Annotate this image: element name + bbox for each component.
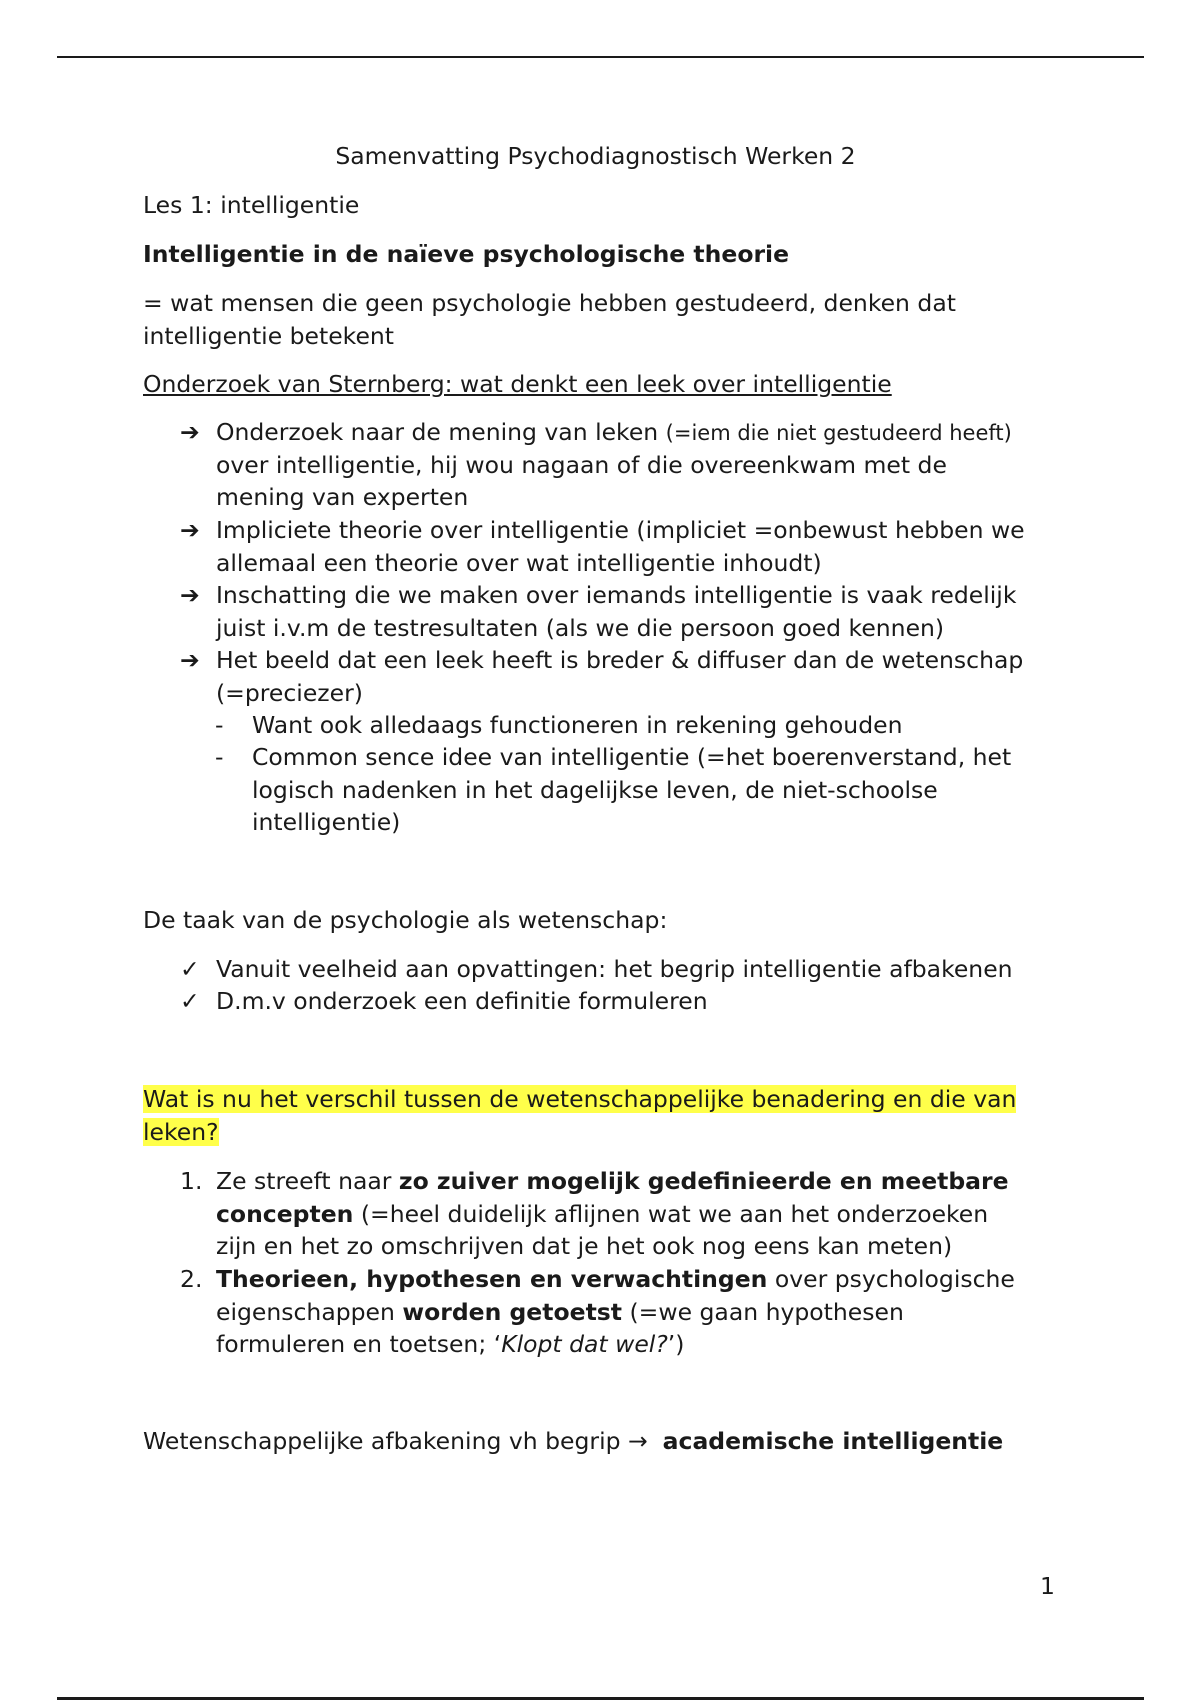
definition-line-2: intelligentie betekent [143,322,395,350]
bullet-1-line-3: mening van experten [216,483,469,511]
task-item-1: Vanuit veelheid aan opvattingen: het begrip intelligentie afbakenen [216,955,1013,983]
numbered-2-line-1: Theorieen, hypothesen en verwachtingen over psychologische [216,1265,1015,1293]
bullet-3-line-1: Inschatting die we maken over iemands intelligentie is vaak redelijk [216,581,1017,609]
bullet-4-line-2: (=preciezer) [216,679,363,707]
list-number: 1. [180,1167,203,1195]
page-number: 1 [1040,1572,1055,1600]
bullet-1-aside: (=iem die niet gestudeerd heeft) [665,421,1012,445]
highlight: leken? [143,1118,219,1146]
bullet-2-line-1: Impliciete theorie over intelligentie (impliciet =onbewust hebben we [216,516,1025,544]
list-number: 2. [180,1265,203,1293]
checkmark-icon: ✓ [180,987,200,1015]
task-intro: De taak van de psychologie als wetenschap: [143,906,668,934]
conclusion-line: Wetenschappelijke afbakening vh begrip → academische intelligentie [143,1427,1004,1455]
task-item-2: D.m.v onderzoek een definitie formuleren [216,987,708,1015]
section-heading: Intelligentie in de naïeve psychologische theorie [143,240,790,268]
dash-bullet-icon: - [215,711,224,739]
bullet-4-line-1: Het beeld dat een leek heeft is breder & diffuser dan de wetenschap [216,646,1024,674]
bullet-1-line-1: Onderzoek naar de mening van leken (=iem die niet gestudeerd heeft) [216,418,1012,446]
right-arrow-icon: → [628,1427,648,1455]
document-title: Samenvatting Psychodiagnostisch Werken 2 [335,142,856,170]
sternberg-heading: Onderzoek van Sternberg: wat denkt een leek over intelligentie [143,370,892,398]
header-rule [57,56,1144,58]
subbullet-1-line-1: Want ook alledaags functioneren in rekening gehouden [252,711,903,739]
subbullet-2-line-3: intelligentie) [252,808,401,836]
bullet-1-line-2: over intelligentie, hij wou nagaan of die overeenkwam met de [216,451,947,479]
lesson-label: Les 1: intelligentie [143,191,360,219]
checkmark-icon: ✓ [180,955,200,983]
arrow-bullet-icon: ➔ [180,646,200,674]
arrow-bullet-icon: ➔ [180,581,200,609]
highlight: Wat is nu het verschil tussen de wetenschappelijke benadering en die van [143,1085,1017,1113]
subbullet-2-line-2: logisch nadenken in het dagelijkse leven, de niet-schoolse [252,776,938,804]
numbered-2-line-3: formuleren en toetsen; ‘Klopt dat wel?’) [216,1330,685,1358]
numbered-1-line-3: zijn en het zo omschrijven dat je het ook nog eens kan meten) [216,1232,953,1260]
numbered-2-line-2: eigenschappen worden getoetst (=we gaan hypothesen [216,1298,904,1326]
arrow-bullet-icon: ➔ [180,516,200,544]
dash-bullet-icon: - [215,743,224,771]
subbullet-2-line-1: Common sence idee van intelligentie (=het boerenverstand, het [252,743,1012,771]
question-line-1 [143,1085,1016,1113]
bullet-2-line-2: allemaal een theorie over wat intelligentie inhoudt) [216,549,822,577]
numbered-1-line-1: Ze streeft naar zo zuiver mogelijk gedefinieerde en meetbare [216,1167,1009,1195]
question-line-2 [143,1118,219,1146]
arrow-bullet-icon: ➔ [180,418,200,446]
bullet-3-line-2: juist i.v.m de testresultaten (als we die persoon goed kennen) [216,614,945,642]
numbered-1-line-2: concepten (=heel duidelijk aflijnen wat we aan het onderzoeken [216,1200,989,1228]
definition-line-1: = wat mensen die geen psychologie hebben gestudeerd, denken dat [143,289,956,317]
